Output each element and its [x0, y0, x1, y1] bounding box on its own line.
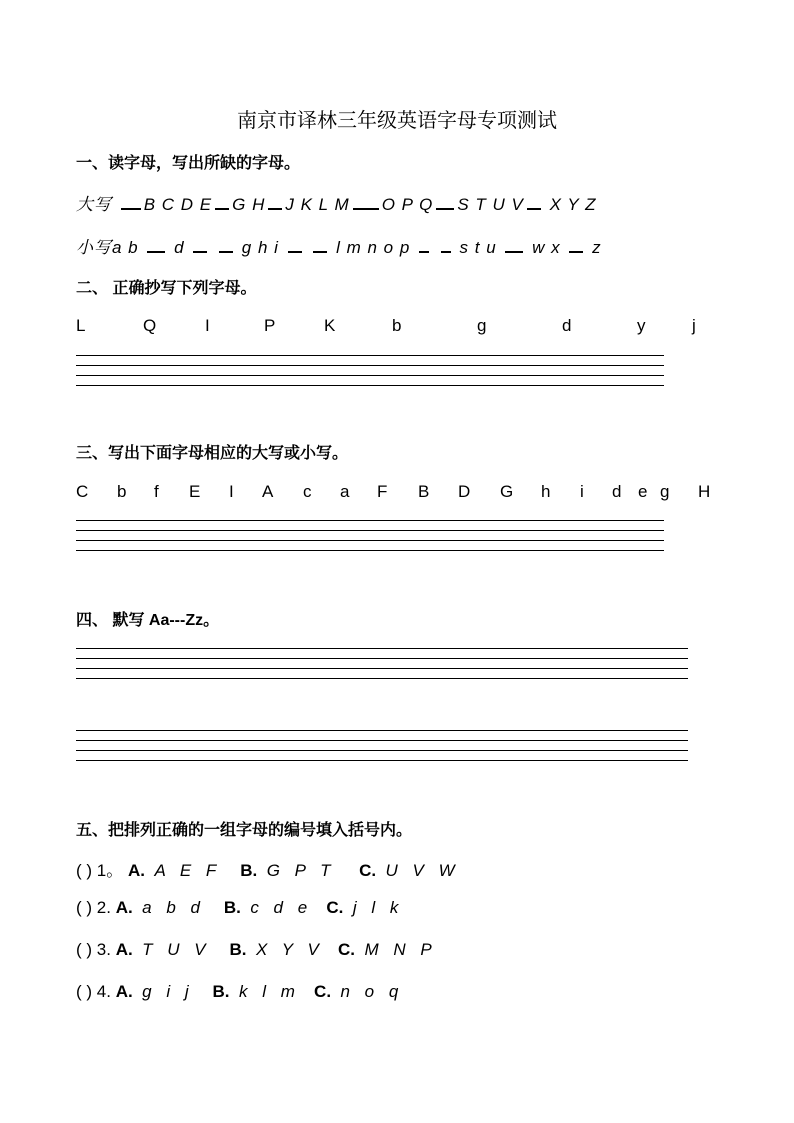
answer-paren[interactable]: ( ) — [76, 982, 93, 1001]
blank[interactable] — [121, 194, 141, 210]
convert-letter: G — [500, 482, 514, 501]
option-a-text: g i j — [142, 982, 194, 1001]
blank[interactable] — [441, 237, 451, 253]
option-b-text: c d e — [250, 898, 313, 917]
convert-letter: f — [154, 482, 159, 501]
upper-part: G H — [232, 195, 266, 214]
convert-letter: b — [117, 482, 127, 501]
lower-part: w x — [532, 238, 561, 257]
blank[interactable] — [147, 237, 165, 253]
option-b-label: B. — [229, 940, 247, 959]
option-a-text: A E F — [154, 861, 222, 880]
page-title: 南京市译林三年级英语字母专项测试 — [237, 108, 557, 132]
question-row — [76, 856, 460, 881]
section5-heading: 五、把排列正确的一组字母的编号填入括号内。 — [76, 822, 413, 839]
copy-letter: P — [264, 316, 276, 335]
lower-part: z — [592, 238, 602, 257]
answer-paren[interactable]: ( ) — [76, 861, 93, 880]
option-c-label: C. — [359, 861, 377, 880]
copy-letter: y — [637, 316, 646, 335]
blank[interactable] — [193, 237, 207, 253]
option-c-label: C. — [326, 898, 344, 917]
convert-letter: H — [698, 482, 711, 501]
question-row — [76, 898, 403, 918]
blank[interactable] — [436, 194, 454, 210]
convert-letter: D — [458, 482, 471, 501]
copy-letter: K — [324, 316, 336, 335]
convert-letter: i — [580, 482, 584, 501]
option-a-label: A. — [115, 982, 133, 1001]
option-c-text: n o q — [340, 982, 404, 1001]
option-c-label: C. — [338, 940, 355, 959]
option-c-text: U V W — [385, 861, 460, 880]
upper-part: B C D E — [143, 195, 213, 214]
convert-letter: E — [189, 482, 201, 501]
lower-part: s t u — [459, 238, 497, 257]
question-row — [76, 940, 437, 960]
option-b-text: G P T — [266, 861, 336, 880]
option-a-label: A. — [115, 940, 133, 959]
question-number: 2. — [96, 898, 111, 917]
convert-letter: d — [612, 482, 622, 501]
lower-part: l m n o p — [336, 238, 411, 257]
question-number: 4. — [96, 982, 111, 1001]
convert-letter: c — [303, 482, 312, 501]
blank[interactable] — [268, 194, 282, 210]
option-c-text: j l k — [352, 898, 404, 917]
convert-letter: I — [229, 482, 234, 501]
lower-part: g h i — [241, 238, 279, 257]
blank[interactable] — [288, 237, 302, 253]
question-row — [76, 982, 403, 1002]
convert-letter: a — [340, 482, 350, 501]
blank[interactable] — [569, 237, 583, 253]
option-b-text: k l m — [238, 982, 300, 1001]
option-a-label: A. — [127, 861, 145, 880]
section3-heading: 三、写出下面字母相应的大写或小写。 — [76, 445, 349, 462]
option-b-label: B. — [240, 861, 258, 880]
lowercase-row — [76, 233, 602, 258]
upper-part: X Y Z — [549, 195, 597, 214]
lower-part: d — [174, 238, 185, 257]
option-b-label: B. — [212, 982, 230, 1001]
convert-letter: F — [377, 482, 388, 501]
blank[interactable] — [527, 194, 541, 210]
upper-part: S T U V — [457, 195, 524, 214]
upper-part: J K L M — [285, 195, 350, 214]
uppercase-label: 大写 — [76, 195, 112, 215]
lower-part: a b — [112, 238, 139, 257]
section4-heading: 四、 默写 Aa---Zz。 — [76, 612, 220, 629]
option-a-text: T U V — [142, 940, 211, 959]
question-number: 1。 — [96, 861, 124, 880]
convert-letter: g — [660, 482, 670, 501]
copy-letter: I — [205, 316, 210, 335]
copy-letter: b — [392, 316, 402, 335]
blank[interactable] — [219, 237, 233, 253]
option-c-text: M N P — [364, 940, 437, 959]
blank[interactable] — [419, 237, 429, 253]
convert-letter: h — [541, 482, 551, 501]
convert-letter: B — [418, 482, 430, 501]
question-number: 3. — [96, 940, 111, 959]
blank[interactable] — [215, 194, 229, 210]
option-a-label: A. — [115, 898, 133, 917]
option-c-label: C. — [314, 982, 332, 1001]
blank[interactable] — [313, 237, 327, 253]
upper-part: O P Q — [381, 195, 434, 214]
lowercase-label: 小写 — [76, 238, 112, 258]
blank[interactable] — [505, 237, 523, 253]
section1-heading: 一、读字母，写出所缺的字母。 — [76, 155, 301, 172]
blank[interactable] — [353, 194, 379, 210]
convert-letter: e — [638, 482, 648, 501]
option-a-text: a b d — [142, 898, 205, 917]
option-b-label: B. — [223, 898, 241, 917]
copy-letter: d — [562, 316, 572, 335]
copy-letter: j — [692, 316, 696, 335]
copy-letter: Q — [143, 316, 157, 335]
convert-letter: C — [76, 482, 89, 501]
answer-paren[interactable]: ( ) — [76, 940, 93, 959]
option-b-text: X Y V — [255, 940, 324, 959]
copy-letter: g — [477, 316, 487, 335]
uppercase-row — [76, 190, 596, 215]
answer-paren[interactable]: ( ) — [76, 898, 93, 917]
convert-letter: A — [262, 482, 274, 501]
copy-letter: L — [76, 316, 86, 335]
section2-heading: 二、 正确抄写下列字母。 — [76, 280, 257, 297]
